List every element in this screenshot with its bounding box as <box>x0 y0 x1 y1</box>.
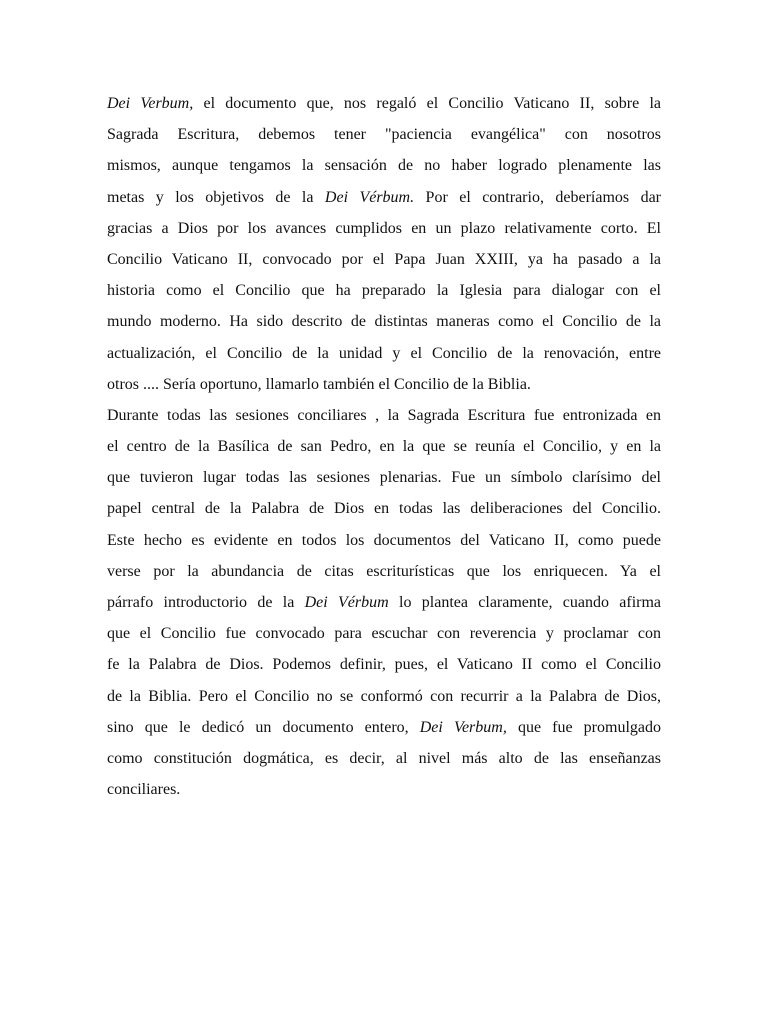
body-text: que tuvieron lugar todas las sesiones plenarias. Fue un símbolo clarísimo del <box>107 469 661 487</box>
text-line <box>107 88 661 119</box>
text-line <box>107 462 661 493</box>
text-line <box>107 431 661 462</box>
text-line <box>107 369 661 400</box>
body-text: Sagrada Escritura, debemos tener "paciencia evangélica" con nosotros <box>107 126 661 144</box>
body-text: otros .... Sería oportuno, llamarlo también el Concilio de la Biblia. <box>107 375 531 393</box>
body-text: verse por la abundancia de citas escriturísticas que los enriquecen. Ya el <box>107 562 661 580</box>
body-text: Por el contrario, deberíamos dar <box>414 188 662 206</box>
body-text: conciliares. <box>107 781 181 799</box>
body-text: fe la Palabra de Dios. Podemos definir, pues, el Vaticano II como el Concilio <box>107 656 661 674</box>
text-line <box>107 182 661 213</box>
body-text: metas y los objetivos de la <box>107 188 325 206</box>
italic-title-text: Dei Verbum, <box>419 718 507 736</box>
body-text: papel central de la Palabra de Dios en todas las deliberaciones del Concilio. <box>107 500 661 518</box>
text-line <box>107 712 661 743</box>
body-text: actualización, el Concilio de la unidad y el Concilio de la renovación, entre <box>107 344 661 362</box>
text-line <box>107 119 661 150</box>
paragraph-1 <box>107 88 661 400</box>
paragraph-2 <box>107 400 661 805</box>
text-line <box>107 681 661 712</box>
body-text: gracias a Dios por los avances cumplidos en un plazo relativamente corto. El <box>107 219 661 237</box>
text-line <box>107 150 661 181</box>
body-text: mismos, aunque tengamos la sensación de no haber logrado plenamente las <box>107 157 661 175</box>
text-line <box>107 525 661 556</box>
text-line <box>107 649 661 680</box>
italic-title-text: Dei Vérbum <box>304 594 389 611</box>
body-text: Durante todas las sesiones conciliares , la Sagrada Escritura fue entronizada en <box>107 406 661 424</box>
body-text: historia como el Concilio que ha preparado la Iglesia para dialogar con el <box>107 282 661 300</box>
text-line <box>107 213 661 244</box>
text-line <box>107 306 661 337</box>
body-text: párrafo introductorio de la <box>107 594 305 611</box>
text-line <box>107 587 661 618</box>
text-line <box>107 275 661 306</box>
body-text: que el Concilio fue convocado para escuchar con reverencia y proclamar con <box>107 625 661 643</box>
text-line <box>107 774 661 805</box>
body-text: el documento que, nos regaló el Concilio Vaticano II, sobre la <box>193 95 662 112</box>
text-line <box>107 556 661 587</box>
body-text: Este hecho es evidente en todos los documentos del Vaticano II, como puede <box>107 531 661 549</box>
body-text: lo plantea claramente, cuando afirma <box>388 594 662 611</box>
text-line <box>107 244 661 275</box>
body-text: sino que le dedicó un documento entero, <box>107 718 420 736</box>
document-body <box>107 88 661 805</box>
body-text: de la Biblia. Pero el Concilio no se conformó con recurrir a la Palabra de Dios, <box>107 687 661 705</box>
italic-title-text: Dei Verbum, <box>107 95 194 112</box>
body-text: que fue promulgado <box>506 718 661 736</box>
text-line <box>107 338 661 369</box>
body-text: mundo moderno. Ha sido descrito de distintas maneras como el Concilio de la <box>107 313 661 331</box>
text-line <box>107 400 661 431</box>
body-text: como constitución dogmática, es decir, al nivel más alto de las enseñanzas <box>107 749 661 767</box>
italic-title-text: Dei Vérbum. <box>324 188 415 206</box>
text-line <box>107 743 661 774</box>
text-line <box>107 493 661 524</box>
text-line <box>107 618 661 649</box>
body-text: el centro de la Basílica de san Pedro, en la que se reunía el Concilio, y en la <box>107 438 661 456</box>
body-text: Concilio Vaticano II, convocado por el Papa Juan XXIII, ya ha pasado a la <box>107 250 661 268</box>
